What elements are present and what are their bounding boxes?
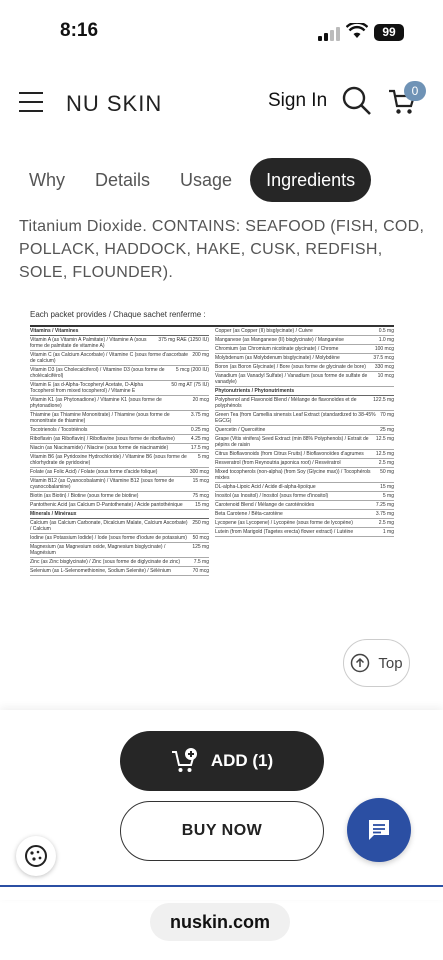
label-row <box>30 543 209 558</box>
search-icon[interactable] <box>342 86 372 116</box>
label-row <box>215 501 394 510</box>
label-row <box>30 519 209 534</box>
brand-logo[interactable]: NU SKIN <box>66 91 163 116</box>
tab-details[interactable]: Details <box>95 170 151 190</box>
label-row <box>30 477 209 492</box>
label-row <box>30 336 209 351</box>
arrow-up-icon <box>350 653 370 673</box>
label-ingredient-name: Thiamine (as Thiamine Mononitrate) / Thiamine (sous forme de mononitrate de thiamine) <box>30 412 170 424</box>
label-ingredient-amount: 122.5 mg <box>373 397 394 403</box>
tab-ingredients[interactable]: Ingredients <box>250 158 371 202</box>
label-ingredient-name: Iodine (as Potassium Iodide) / Iode (sous forme d'iodure de potassium) <box>30 535 187 541</box>
supplement-facts-image <box>30 310 394 690</box>
label-row <box>215 411 394 426</box>
label-ingredient-amount: 17.5 mg <box>190 445 209 451</box>
label-row <box>30 366 209 381</box>
label-ingredient-amount: 15 mcg <box>192 478 209 484</box>
label-row <box>215 372 394 387</box>
label-ingredient-name: Vitamin B12 (as Cyanocobalamin) / Vitamine B12 (sous forme de cyanocobalamine) <box>30 478 175 490</box>
label-ingredient-name: Vitamin C (as Calcium Ascorbate) / Vitamine C (sous forme d'ascorbate de calcium) <box>30 352 189 364</box>
label-ingredient-name: Citrus Bioflavonoids (from Citrus Fruits) / Bioflavonoïdes d'agrumes <box>215 451 364 457</box>
label-ingredient-name: Magnesium (as Magnesium oxide, Magnesium bisglycinate) / Magnésium <box>30 544 166 556</box>
label-ingredient-amount: 0.25 mg <box>190 427 209 433</box>
label-ingredient-amount: 375 mg RAE (1250 IU) <box>158 337 209 343</box>
label-ingredient-name: Quercetin / Quercétine <box>215 427 266 433</box>
sign-in-link[interactable]: Sign In <box>268 90 328 111</box>
chat-button[interactable] <box>347 798 411 862</box>
label-row <box>215 510 394 519</box>
label-ingredient-name: Selenium (as L-Selenomethionine, Sodium Selenite) / Sélénium <box>30 568 171 574</box>
label-ingredient-amount: 1 mg <box>382 529 394 535</box>
tab-why[interactable]: Why <box>29 170 65 190</box>
label-ingredient-amount: 25 mg <box>380 427 394 433</box>
label-row <box>215 363 394 372</box>
label-ingredient-amount: 12.5 mg <box>375 451 394 457</box>
label-ingredient-amount: 5 mg <box>197 454 209 460</box>
label-row <box>30 396 209 411</box>
label-section-title: Minerals / Minéraux <box>30 510 209 519</box>
menu-icon[interactable] <box>19 92 43 112</box>
label-ingredient-amount: 15 mg <box>195 502 209 508</box>
label-row <box>215 519 394 528</box>
label-ingredient-amount: 250 mg <box>192 520 209 526</box>
label-ingredient-name: Inositol (as Inositol) / Inositol (sous forme d'inositol) <box>215 493 329 499</box>
label-row <box>30 567 209 576</box>
label-ingredient-amount: 70 mg <box>380 412 394 418</box>
signal-icon <box>318 27 340 41</box>
label-row <box>30 444 209 453</box>
label-ingredient-amount: 200 mg <box>192 352 209 358</box>
label-ingredient-amount: 12.5 mg <box>375 436 394 442</box>
label-ingredient-name: Riboflavin (as Riboflavin) / Riboflavine (sous forme de riboflavine) <box>30 436 175 442</box>
label-ingredient-amount: 3.75 mg <box>190 412 209 418</box>
label-ingredient-name: Folate (as Folic Acid) / Folate (sous forme d'acide folique) <box>30 469 158 475</box>
label-ingredient-amount: 20 mcg <box>192 397 209 403</box>
label-ingredient-amount: 7.5 mg <box>193 559 209 565</box>
label-row <box>215 327 394 336</box>
label-ingredient-name: Vitamin K1 (as Phytonadione) / Vitamine K1 (sous forme de phytonadione) <box>30 397 162 409</box>
cart-count-badge: 0 <box>404 81 426 101</box>
label-row <box>215 426 394 435</box>
product-tabs <box>17 158 371 202</box>
label-ingredient-amount: 10 mcg <box>377 373 394 379</box>
label-left-column <box>30 327 209 576</box>
label-section-title: Vitamins / Vitamines <box>30 327 209 336</box>
label-ingredient-name: Lutein (from Marigold (Tagetes erecta) flower extract) / Lutéine <box>215 529 354 535</box>
label-row <box>215 435 394 450</box>
label-right-column <box>215 327 394 576</box>
label-ingredient-amount: 5 mcg (200 IU) <box>175 367 209 373</box>
label-ingredient-amount: 0.5 mg <box>378 328 394 334</box>
label-ingredient-name: Pantothenic Acid (as Calcium D-Pantothenate) / Acide pantothénique <box>30 502 183 508</box>
label-ingredient-name: Zinc (as Zinc bisglycinate) / Zinc (sous forme de diglycinate de zinc) <box>30 559 181 565</box>
label-row <box>30 492 209 501</box>
site-header <box>0 66 443 138</box>
label-ingredient-name: Calcium (as Calcium Carbonate, Dicalcium Malate, Calcium Ascorbate) / Calcium <box>30 520 188 532</box>
label-ingredient-name: Vitamin B6 (as Pyridoxine Hydrochloride) / Vitamine B6 (sous forme de chlorhydrate de pyridoxine) <box>30 454 187 466</box>
label-ingredient-name: Manganese (as Manganese (II) bisglycinate) / Manganèse <box>215 337 344 343</box>
cookie-settings-button[interactable] <box>16 836 56 876</box>
label-ingredient-amount: 125 mg <box>192 544 209 550</box>
label-ingredient-name: Copper (as Copper (II) bisglycinate) / Cuivre <box>215 328 313 334</box>
label-ingredient-name: Mixed tocopherols (non-alpha) (from Soy (Glycine max)) / Tocophérols mixtes <box>215 469 371 481</box>
label-row <box>30 435 209 444</box>
label-row <box>30 381 209 396</box>
label-ingredient-name: Grape (Vitis vinifera) Seed Extract (min 88% Polyphenols) / Extrait de pépins de raisin <box>215 436 369 448</box>
label-row <box>30 426 209 435</box>
label-ingredient-name: Carotenoid Blend / Mélange de caroténoïdes <box>215 502 315 508</box>
label-ingredient-amount: 300 mcg <box>189 469 209 475</box>
label-row <box>30 453 209 468</box>
label-ingredient-name: Vitamin E (as d-Alpha-Tocopheryl Acetate, D-Alpha Tocopherol from mixed tocopherol) / Vitamine E <box>30 382 144 394</box>
label-row <box>30 501 209 510</box>
label-ingredient-amount: 50 mcg <box>192 535 209 541</box>
divider <box>0 885 443 887</box>
label-heading: Each packet provides / Chaque sachet renferme : <box>30 310 206 319</box>
chat-icon <box>366 817 392 843</box>
cookie-icon <box>24 844 48 868</box>
wifi-icon <box>346 23 368 39</box>
status-time: 8:16 <box>60 20 99 41</box>
label-ingredient-name: Molybdenum (as Molybdenum bisglycinate) / Molybdène <box>215 355 340 361</box>
label-ingredient-name: Niacin (as Niacinamide) / Niacine (sous forme de niacinamide) <box>30 445 169 451</box>
label-row <box>30 468 209 477</box>
label-row <box>30 534 209 543</box>
label-ingredient-name: Lycopene (as Lycopene) / Lycopène (sous forme de lycopène) <box>215 520 353 526</box>
label-ingredient-name: Vitamin A (as Vitamin A Palmitate) / Vitamine A (sous forme de palmitate de vitamine A) <box>30 337 147 349</box>
add-to-cart-label: ADD (1) <box>210 751 274 770</box>
sticky-footer <box>0 710 443 900</box>
label-row <box>30 558 209 567</box>
label-ingredient-amount: 70 mcg <box>192 568 209 574</box>
label-row <box>215 336 394 345</box>
label-ingredient-amount: 100 mcg <box>374 346 394 352</box>
label-ingredient-name: Biotin (as Biotin) / Biotine (sous forme de biotine) <box>30 493 139 499</box>
label-ingredient-name: Green Tea (from Camellia sinensis Leaf Extract (standardized to 38-45% EGCG) <box>215 412 376 424</box>
label-ingredient-amount: 2.5 mg <box>378 520 394 526</box>
add-to-cart-button[interactable] <box>120 731 324 791</box>
ingredients-text: Titanium Dioxide. CONTAINS: SEAFOOD (FISH, COD, POLLACK, HADDOCK, HAKE, CUSK, REDFISH, SOLE, FLOUNDER). <box>19 218 425 281</box>
label-ingredient-name: Beta Carotene / Bêta-carotène <box>215 511 283 517</box>
back-to-top-button[interactable] <box>343 639 410 687</box>
label-ingredient-amount: 75 mcg <box>192 493 209 499</box>
cart-add-icon <box>171 748 199 774</box>
label-row <box>215 450 394 459</box>
label-ingredient-amount: 3.75 mg <box>375 511 394 517</box>
battery-icon: 99 <box>374 24 404 41</box>
label-row <box>215 459 394 468</box>
label-row <box>215 396 394 411</box>
label-ingredient-amount: 2.5 mg <box>378 460 394 466</box>
label-row <box>215 492 394 501</box>
label-ingredient-amount: 50 mg AT (75 IU) <box>171 382 209 388</box>
browser-url-bar[interactable]: nuskin.com <box>150 903 290 941</box>
label-row <box>215 483 394 492</box>
label-ingredient-name: Tocotrienols / Tocotriénols <box>30 427 88 433</box>
label-ingredient-amount: 5 mg <box>382 493 394 499</box>
label-row <box>215 468 394 483</box>
label-row <box>30 351 209 366</box>
label-section-title: Phytonutrients / Phytonutriments <box>215 387 394 396</box>
label-ingredient-name: Chromium (as Chromium nicotinate glycinate) / Chrome <box>215 346 339 352</box>
label-ingredient-amount: 330 mcg <box>374 364 394 370</box>
label-ingredient-name: Polyphenol and Flavonoid Blend / Mélange de flavonoïdes et de polyphénols <box>215 397 357 409</box>
label-ingredient-amount: 37.5 mcg <box>373 355 394 361</box>
label-ingredient-name: Boron (as Boron Glycinate) / Bore (sous forme de glycinate de bore) <box>215 364 366 370</box>
label-ingredient-name: Vanadium (as Vanadyl Sulfate) / Vanadium (sous forme de sulfate de vanadyle) <box>215 373 368 385</box>
label-row <box>215 354 394 363</box>
label-row <box>30 411 209 426</box>
label-ingredient-amount: 7.25 mg <box>375 502 394 508</box>
label-ingredient-amount: 15 mg <box>380 484 394 490</box>
label-ingredient-name: Resveratrol (from Reynoutria japonica root) / Resvératrol <box>215 460 341 466</box>
label-row <box>215 528 394 537</box>
label-ingredient-amount: 1.0 mg <box>378 337 394 343</box>
label-ingredient-amount: 4.25 mg <box>190 436 209 442</box>
status-bar <box>0 0 443 66</box>
label-ingredient-name: Vitamin D3 (as Cholecalciferol) / Vitamine D3 (sous forme de cholécalciférol) <box>30 367 165 379</box>
label-row <box>215 345 394 354</box>
buy-now-button[interactable]: BUY NOW <box>120 801 324 861</box>
label-ingredient-name: DL-alpha-Lipoic Acid / Acide dl-alpha-lipoïque <box>215 484 316 490</box>
label-ingredient-amount: 50 mg <box>380 469 394 475</box>
tab-usage[interactable]: Usage <box>180 170 233 190</box>
back-to-top-label: Top <box>378 654 403 672</box>
